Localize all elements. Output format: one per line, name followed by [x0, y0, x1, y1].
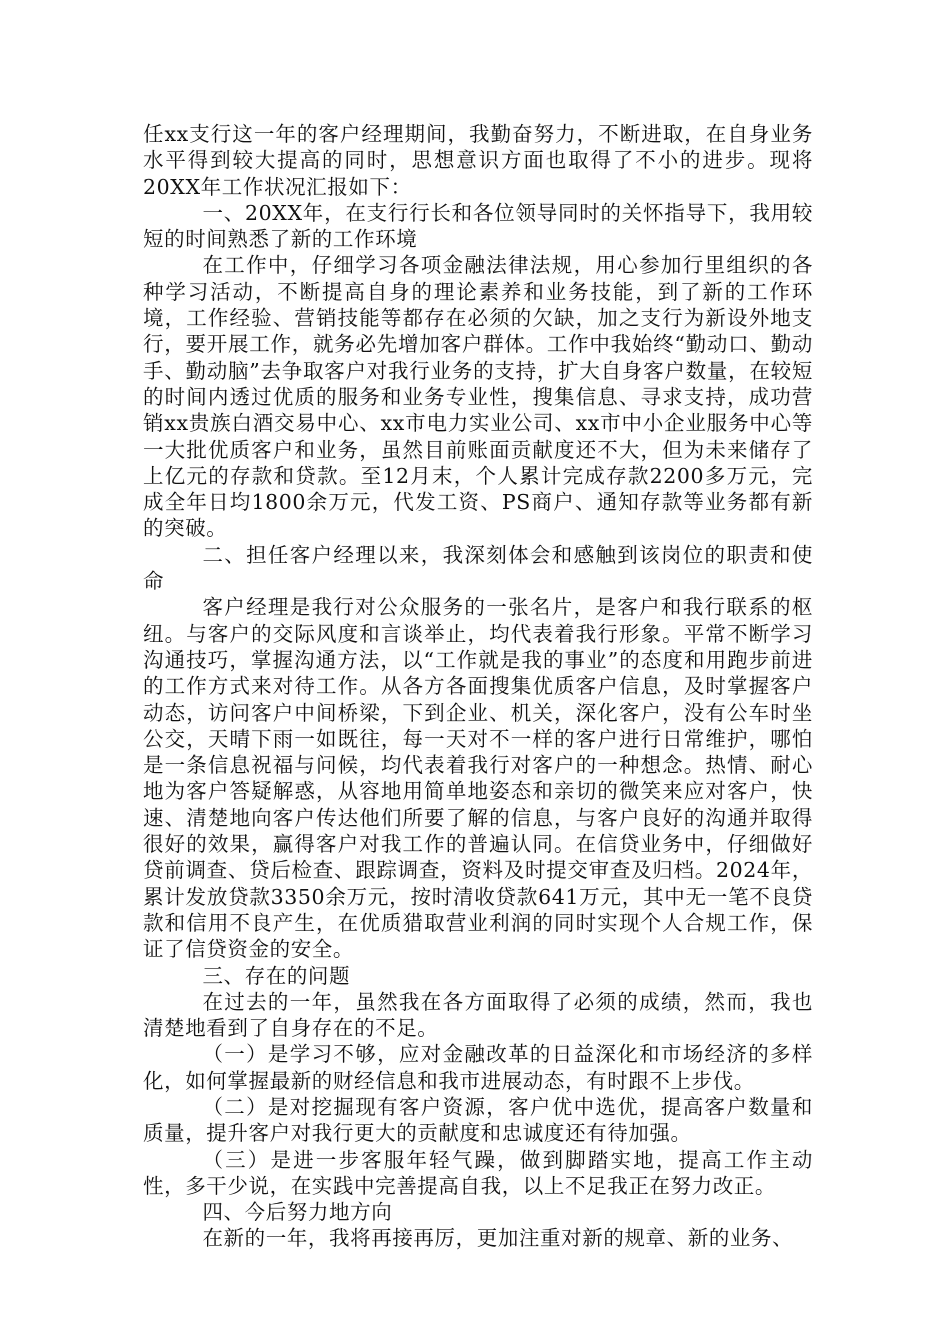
paragraph-problem-3: （三）是进一步客服年轻气躁，做到脚踏实地，提高工作主动性，多干少说，在实践中完善提高自我，以上不足我正在努力改正。	[143, 1147, 813, 1198]
paragraph-problems-intro: 在过去的一年，虽然我在各方面取得了必须的成绩，然而，我也清楚地看到了自身存在的不足。	[143, 989, 813, 1041]
section-heading-3: 三、存在的问题	[202, 963, 351, 988]
paragraph-work-environment: 在工作中，仔细学习各项金融法律法规，用心参加行里组织的各种学习活动，不断提高自身的理论素养和业务技能，到了新的工作环境，工作经验、营销技能等都存在必须的欠缺，加之支行为新设外地支行，要开展工作，就务必先增加客户群体。工作中我始终“勤动口、勤动手、勤动脑”去争取客户对我行业务的支持，扩大自身客户数量，在较短的时间内透过优质的服务和业务专业性，搜集信息、寻求支持，成功营销xx贵族白酒交易中心、xx市电力实业公司、xx市中小企业服务中心等一大批优质客户和业务，虽然目前账面贡献度还不大，但为未来储存了上亿元的存款和贷款。至12月末，个人累计完成存款2200多万元，完成全年日均1800余万元，代发工资、PS商户、通知存款等业务都有新的突破。	[143, 253, 814, 541]
section-heading-4: 四、今后努力地方向	[202, 1200, 393, 1225]
paragraph-future-direction: 在新的一年，我将再接再厉，更加注重对新的规章、新的业务、	[202, 1226, 794, 1251]
document-body	[143, 121, 813, 1252]
paragraph-customer-manager: 客户经理是我行对公众服务的一张名片，是客户和我行联系的枢纽。与客户的交际风度和言谈举止，均代表着我行形象。平常不断学习沟通技巧，掌握沟通方法，以“工作就是我的事业”的态度和用跑步前进的工作方式来对待工作。从各方各面搜集优质客户信息，及时掌握客户动态，访问客户中间桥梁，下到企业、机关，深化客户，没有公车时坐公交，天晴下雨一如既往，每一天对不一样的客户进行日常维护，哪怕是一条信息祝福与问候，均代表着我行对客户的一种想念。热情、耐心地为客户答疑解惑，从容地用简单地姿态和亲切的微笑来应对客户，快速、清楚地向客户传达他们所要了解的信息，与客户良好的沟通并取得很好的效果，赢得客户对我工作的普遍认同。在信贷业务中，仔细做好贷前调查、贷后检查、跟踪调查，资料及时提交审查及归档。2024年，累计发放贷款3350余万元，按时清收贷款641万元，其中无一笔不良贷款和信用不良产生，在优质猎取营业利润的同时实现个人合规工作，保证了信贷资金的安全。	[143, 595, 813, 962]
section-heading-1: 一、20XX年，在支行行长和各位领导同时的关怀指导下，我用较短的时间熟悉了新的工作环境	[143, 200, 813, 252]
paragraph-problem-2: （二）是对挖掘现有客户资源，客户优中选优，提高客户数量和质量，提升客户对我行更大的贡献度和忠诚度还有待加强。	[143, 1094, 813, 1146]
paragraph-problem-1: （一）是学习不够，应对金融改革的日益深化和市场经济的多样化，如何掌握最新的财经信息和我市进展动态，有时跟不上步伐。	[143, 1042, 813, 1093]
section-heading-2: 二、担任客户经理以来，我深刻体会和感触到该岗位的职责和使命	[143, 542, 813, 594]
paragraph-intro: 任xx支行这一年的客户经理期间，我勤奋努力，不断进取，在自身业务水平得到较大提高的同时，思想意识方面也取得了不小的进步。现将20XX年工作状况汇报如下：	[143, 122, 813, 199]
